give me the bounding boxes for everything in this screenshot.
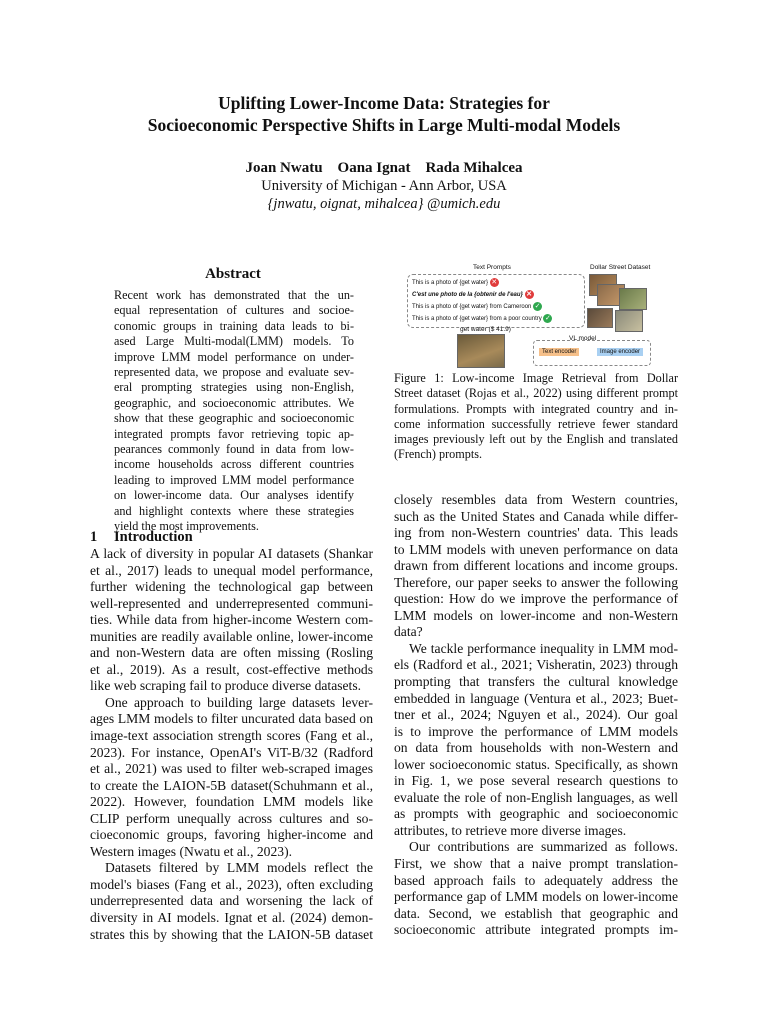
check-icon: ✓: [544, 315, 551, 322]
body-line: els (Radford et al., 2021; Visheratin, 2023) through: [394, 657, 678, 673]
body-line: is to improve the performance of LMM models: [394, 723, 678, 739]
body-line: Datasets filtered by LMM models reflect the: [105, 860, 373, 876]
abstract-line: integrated prompts favor retrieving topic ap-: [114, 426, 354, 441]
right-column-text: [394, 492, 678, 939]
section-title: Introduction: [114, 529, 193, 545]
body-line: on data from households with non-Western and: [394, 740, 678, 756]
body-line: tner et al., 2024; Nguyen et al., 2024). Our goal: [394, 707, 678, 723]
body-line: drawn from different locations and income groups.: [394, 558, 678, 574]
abstract-line: leading to improved LMM model performance: [114, 472, 354, 487]
section-heading: [90, 529, 193, 546]
abstract-heading: Abstract: [205, 266, 261, 282]
abstract-line: and highlight contexts where these strategies: [114, 503, 354, 518]
abstract-line: conomic groups in training data leads to bi-: [114, 318, 354, 333]
caption-line: images previously left out by the English and translated: [394, 432, 678, 447]
body-line: to LMM models with uneven performance on data: [394, 541, 678, 557]
body-line: et al., 2019). As a result, cost-effective methods: [90, 661, 373, 677]
abstract-line: Recent work has demonstrated that the un-: [114, 288, 354, 302]
dataset-photo-4: [615, 310, 643, 332]
affiliation: University of Michigan - Ann Arbor, USA: [261, 178, 507, 194]
body-line: CLIP perform unequally across cultures and so-: [90, 810, 373, 826]
body-line: underrepresented data and worsening the lack of: [90, 893, 373, 909]
vl-model-label: VL model: [569, 335, 597, 342]
abstract-line: pearances commonly found in data from low-: [114, 442, 354, 457]
body-line: prompting that transfers the cultural knowledge: [394, 674, 678, 690]
emails: {jnwatu, oignat, mihalcea} @umich.edu: [267, 196, 501, 212]
abstract-line: represented data, we propose and evaluate sev-: [114, 365, 354, 380]
body-line: closely resembles data from Western countries,: [394, 492, 678, 507]
body-line: model's biases (Fang et al., 2023), often excluding: [90, 876, 373, 892]
body-line: et al., 2017) leads to unequal model performance,: [90, 562, 373, 578]
check-icon: ✓: [534, 303, 541, 310]
body-line: and non-Western data are often missing (Rosling: [90, 645, 373, 661]
body-line: further widening the technological gap between: [90, 579, 373, 595]
title-line-1: Uplifting Lower-Income Data: Strategies for: [218, 93, 550, 113]
body-line: munities are readily available online, lower-income: [90, 628, 373, 644]
body-line: data?: [394, 624, 423, 640]
body-line: ing from non-Western countries' data. This leads: [394, 525, 678, 541]
abstract-line: eral prompting strategies using non-English,: [114, 380, 354, 395]
body-line: lower socioeconomic status. Specifically, as shown: [394, 756, 678, 772]
image-label: get water ($ 41.9): [460, 326, 511, 333]
body-line: based approach fails to adequately address the: [394, 872, 678, 888]
body-line: Our contributions are summarized as follows.: [409, 839, 678, 855]
abstract-body: [114, 288, 354, 535]
body-line: Therefore, our paper seeks to answer the following: [394, 574, 678, 590]
body-line: attributes, to retrieve more diverse images.: [394, 822, 627, 838]
text-prompts-label: Text Prompts: [473, 264, 511, 271]
body-line: cioeconomic groups, favoring higher-income and: [90, 827, 373, 843]
body-line: performance gap of LMM models on lower-income: [394, 889, 678, 905]
abstract-line: show that these geographic and socioeconomic: [114, 411, 354, 426]
abstract-line: equal representation of cultures and socioe-: [114, 303, 354, 318]
body-line: A lack of diversity in popular AI datasets (Shankar: [90, 546, 373, 561]
prompt-1: This is a photo of {get water} ✕: [412, 279, 498, 286]
body-line: embedded in language (Ventura et al., 2023; Buet-: [394, 690, 678, 706]
paper-title: [0, 92, 768, 136]
caption-line: Street dataset (Rojas et al., 2022) using different prompt: [394, 386, 678, 401]
image-encoder: Image encoder: [597, 348, 643, 356]
body-line: such as the United States and Canada while differ-: [394, 508, 678, 524]
abstract-line: improve LMM model performance on under-: [114, 349, 354, 364]
dataset-photo-3: [619, 288, 647, 310]
prompts-box: [407, 274, 585, 328]
prompt-2: C'est une photo de la {obtenir de l'eau} ✕: [412, 291, 532, 298]
body-line: as prompts with geographic and socioeconomic: [394, 806, 678, 822]
body-line: like web scraping fail to produce diverse datasets.: [90, 678, 362, 694]
section-number: 1: [90, 529, 98, 545]
cross-icon: ✕: [491, 279, 498, 286]
body-line: diversity in AI models. Ignat et al. (2024) demon-: [90, 910, 373, 926]
body-line: well-represented and underrepresented communi-: [90, 595, 373, 611]
body-line: in Fig. 1, we pose several research questions to: [394, 773, 678, 789]
body-line: ties. While data from higher-income Western com-: [90, 612, 373, 628]
body-line: Western images (Nwatu et al., 2023).: [90, 843, 292, 859]
body-line: evaluate the role of non-English languages, as well: [394, 789, 678, 805]
body-line: et al., 2021) was used to filter web-scraped images: [90, 761, 373, 777]
caption-line: come information successfully retrieve fewer standard: [394, 416, 678, 431]
abstract-line: ased Large Multi-modal(LMM) models. To: [114, 334, 354, 349]
caption-line: formulations. Prompts with integrated country and in-: [394, 401, 678, 416]
dataset-label: Dollar Street Dataset: [590, 264, 651, 271]
caption-line: Figure 1: Low-income Image Retrieval from Dollar: [394, 371, 678, 385]
abstract-line: yield the most improvements.: [114, 519, 259, 534]
body-line: image-text association strength scores (Fang et al.,: [90, 728, 373, 744]
body-line: data. Second, we establish that geographic and: [394, 905, 678, 921]
body-line: socioeconomic attribute integrated prompts im-: [394, 922, 678, 938]
body-line: strates this by showing that the LAION-5B dataset: [90, 926, 373, 942]
text-encoder: Text encoder: [539, 348, 579, 356]
abstract-line: geographic, and socioeconomic attributes. We: [114, 395, 354, 410]
figure-caption: [394, 371, 678, 463]
body-line: to create the LAION-5B dataset(Schuhmann et al.,: [90, 777, 373, 793]
body-line: LMM models on lower-income and non-Western: [394, 607, 678, 623]
abstract-line: income households across different countries: [114, 457, 354, 472]
title-line-2: Socioeconomic Perspective Shifts in Large Multi-modal Models: [147, 115, 621, 135]
caption-line: (French) prompts.: [394, 447, 483, 462]
body-line: We tackle performance inequality in LMM mod-: [409, 640, 678, 656]
body-line: First, we show that a naive prompt translation-: [394, 856, 678, 872]
prompt-3: This is a photo of {get water} from Cameroon ✓: [412, 303, 541, 310]
abstract-line: on lower-income data. Our analyses identify: [114, 488, 354, 503]
retrieved-photo: [457, 334, 505, 368]
figure-1: [405, 262, 677, 368]
body-line: One approach to building large datasets lever-: [105, 694, 373, 710]
body-line: question: How do we improve the performance of: [394, 591, 678, 607]
prompt-4: This is a photo of {get water} from a poor country ✓: [412, 315, 551, 322]
dataset-photo-5: [587, 308, 613, 328]
authors: Joan Nwatu Oana Ignat Rada Mihalcea: [245, 160, 523, 176]
left-column-text: [90, 546, 373, 943]
body-line: 2023). For instance, OpenAI's ViT-B/32 (Radford: [90, 744, 373, 760]
cross-icon: ✕: [526, 291, 532, 298]
body-line: ages LMM models to filter uncurated data based on: [90, 711, 373, 727]
body-line: 2022). However, foundation LMM models like: [90, 794, 373, 810]
